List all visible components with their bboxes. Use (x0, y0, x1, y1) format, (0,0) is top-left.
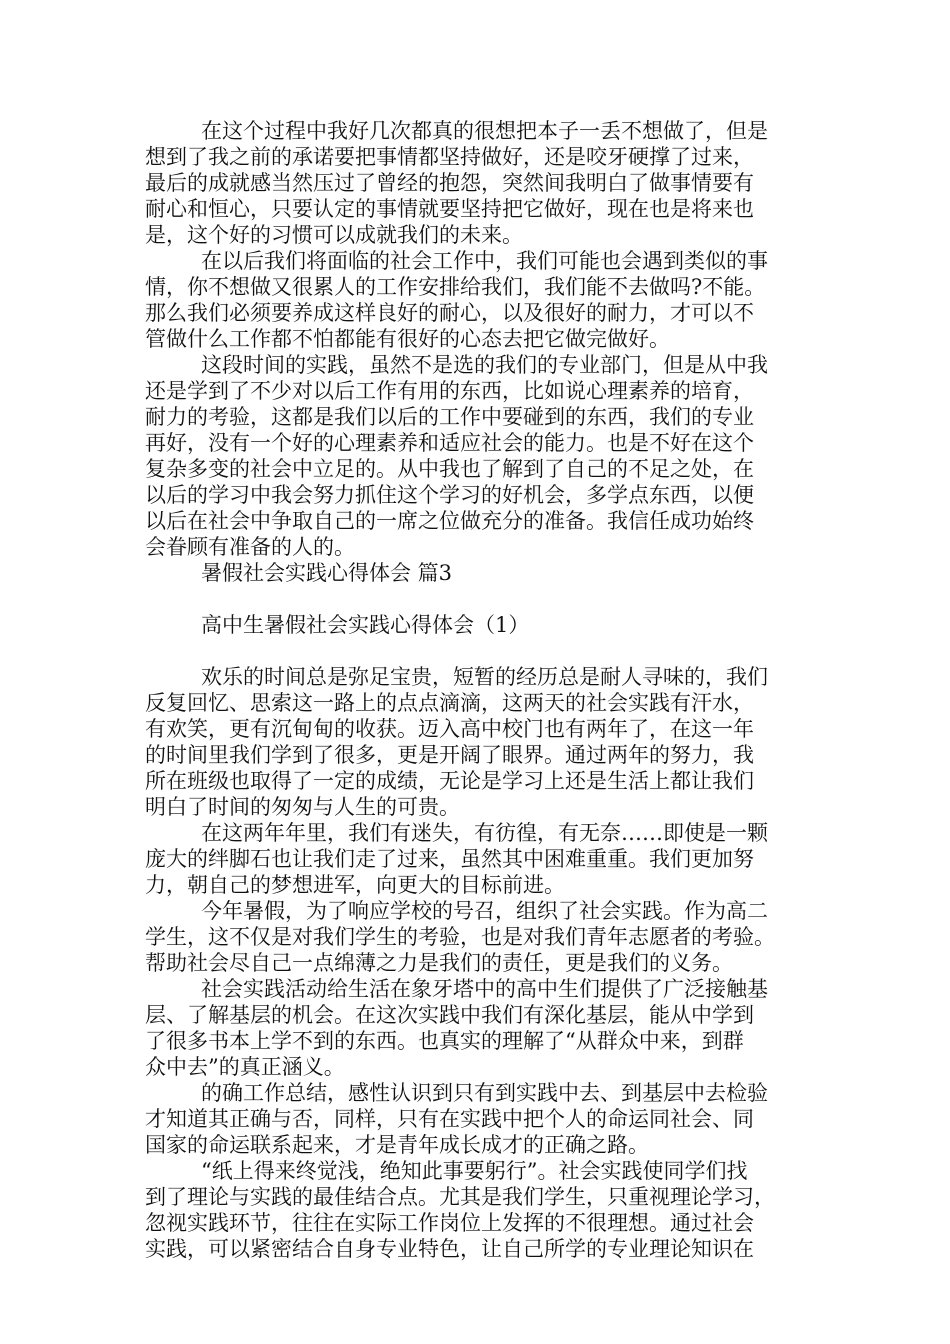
top-paragraphs (145, 118, 813, 560)
paragraph (145, 664, 813, 820)
paragraph-line: 所在班级也取得了一定的成绩，无论是学习上还是生活上都让我们 (145, 769, 754, 793)
paragraph-line: 还是学到了不少对以后工作有用的东西，比如说心理素养的培育， (145, 379, 754, 403)
paragraph-line: 实践，可以紧密结合自身专业特色，让自己所学的专业理论知识在 (145, 1237, 754, 1261)
paragraph-line: 庞大的绊脚石也让我们走了过来，虽然其中困难重重。我们更加努 (145, 847, 754, 871)
sub-heading: 高中生暑假社会实践心得体会（1） (201, 613, 530, 637)
paragraph (145, 1080, 813, 1158)
paragraph-line: “纸上得来终觉浅，绝知此事要躬行”。社会实践使同学们找 (201, 1159, 748, 1183)
paragraph-line: 在这个过程中我好几次都真的很想把本子一丢不想做了，但是 (201, 119, 768, 143)
paragraph-line: 在以后我们将面临的社会工作中，我们可能也会遇到类似的事 (201, 249, 768, 273)
paragraph-line: 复杂多变的社会中立足的。从中我也了解到了自己的不足之处，在 (145, 457, 754, 481)
paragraph-line: 耐心和恒心，只要认定的事情就要坚持把它做好，现在也是将来也 (145, 197, 754, 221)
paragraph-line: 最后的成就感当然压过了曾经的抱怨，突然间我明白了做事情要有 (145, 171, 754, 195)
paragraph (145, 1158, 813, 1262)
paragraph-line: 到了理论与实践的最佳结合点。尤其是我们学生，只重视理论学习， (145, 1185, 775, 1209)
paragraph-line: 力，朝自己的梦想进军，向更大的目标前进。 (145, 873, 565, 897)
section-heading: 暑假社会实践心得体会 篇3 (201, 561, 453, 585)
paragraph-line: 是，这个好的习惯可以成就我们的未来。 (145, 223, 523, 247)
spacer (145, 586, 813, 612)
paragraph-line: 有欢笑，更有沉甸甸的收获。迈入高中校门也有两年了，在这一年 (145, 717, 754, 741)
paragraph-line: 耐力的考验，这都是我们以后的工作中要碰到的东西，我们的专业 (145, 405, 754, 429)
paragraph-line: 情，你不想做又很累人的工作安排给我们，我们能不去做吗?不能。 (145, 275, 766, 299)
paragraph (145, 352, 813, 560)
paragraph-line: 欢乐的时间总是弥足宝贵，短暂的经历总是耐人寻味的，我们 (201, 665, 768, 689)
paragraph-line: 明白了时间的匆匆与人生的可贵。 (145, 795, 460, 819)
paragraph-line: 想到了我之前的承诺要把事情都坚持做好，还是咬牙硬撑了过来， (145, 145, 754, 169)
paragraph-line: 帮助社会尽自己一点绵薄之力是我们的责任，更是我们的义务。 (145, 951, 733, 975)
spacer (145, 638, 813, 664)
paragraph-line: 今年暑假，为了响应学校的号召，组织了社会实践。作为高二 (201, 899, 768, 923)
paragraph-line: 社会实践活动给生活在象牙塔中的高中生们提供了广泛接触基 (201, 977, 768, 1001)
paragraph-line: 以后的学习中我会努力抓住这个学习的好机会，多学点东西，以便 (145, 483, 754, 507)
paragraph-line: 了很多书本上学不到的东西。也真实的理解了“从群众中来，到群 (145, 1029, 744, 1053)
bottom-paragraphs (145, 664, 813, 1262)
paragraph-line: 学生，这不仅是对我们学生的考验，也是对我们青年志愿者的考验。 (145, 925, 775, 949)
paragraph-line: 的确工作总结，感性认识到只有到实践中去、到基层中去检验 (201, 1081, 768, 1105)
paragraph-line: 国家的命运联系起来，才是青年成长成才的正确之路。 (145, 1133, 649, 1157)
paragraph-line: 的时间里我们学到了很多，更是开阔了眼界。通过两年的努力，我 (145, 743, 754, 767)
paragraph-line: 以后在社会中争取自己的一席之位做充分的准备。我信任成功始终 (145, 509, 754, 533)
paragraph-line: 才知道其正确与否，同样，只有在实践中把个人的命运同社会、同 (145, 1107, 754, 1131)
paragraph-line: 众中去”的真正涵义。 (145, 1055, 345, 1079)
paragraph-line: 忽视实践环节，往往在实际工作岗位上发挥的不很理想。通过社会 (145, 1211, 754, 1235)
paragraph (145, 820, 813, 898)
paragraph (145, 248, 813, 352)
paragraph-line: 再好，没有一个好的心理素养和适应社会的能力。也是不好在这个 (145, 431, 754, 455)
paragraph (145, 118, 813, 248)
paragraph-line: 那么我们必须要养成这样良好的耐心，以及很好的耐力，才可以不 (145, 301, 754, 325)
paragraph-line: 在这两年年里，我们有迷失，有彷徨，有无奈……即使是一颗 (201, 821, 768, 845)
paragraph-line: 这段时间的实践，虽然不是选的我们的专业部门，但是从中我 (201, 353, 768, 377)
paragraph (145, 976, 813, 1080)
paragraph-line: 反复回忆、思索这一路上的点点滴滴，这两天的社会实践有汗水， (145, 691, 754, 715)
paragraph-line: 会眷顾有准备的人的。 (145, 535, 355, 559)
document-page (145, 118, 813, 1262)
paragraph (145, 898, 813, 976)
paragraph-line: 层、了解基层的机会。在这次实践中我们有深化基层，能从中学到 (145, 1003, 754, 1027)
paragraph-line: 管做什么工作都不怕都能有很好的心态去把它做完做好。 (145, 327, 670, 351)
